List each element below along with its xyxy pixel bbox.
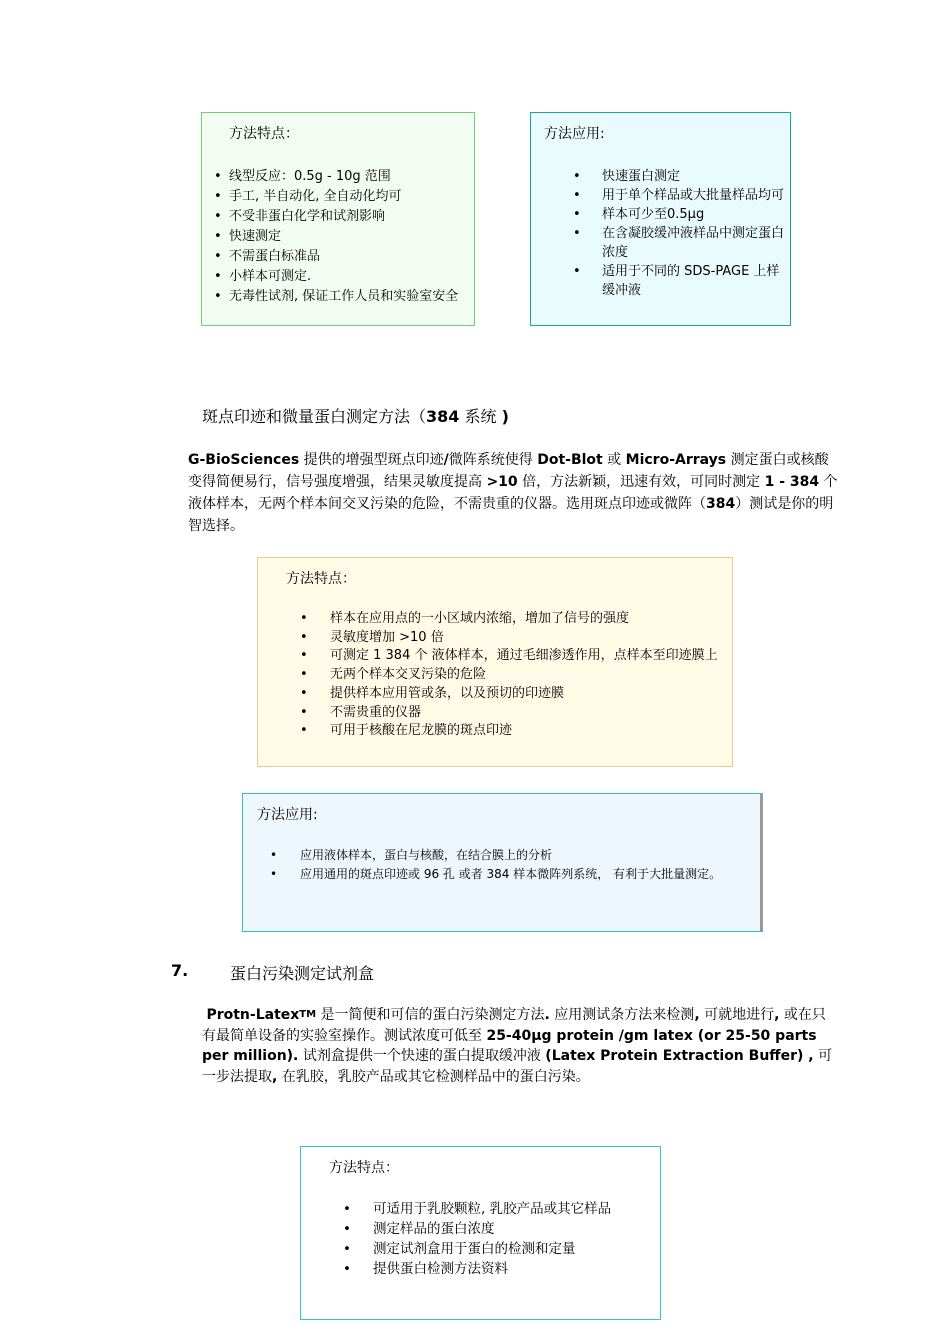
trademark: TM [299, 1009, 317, 1020]
list-item: • 提供蛋白检测方法资料 [343, 1259, 653, 1279]
box-title: 方法特点： [329, 1160, 399, 1176]
section-title: 蛋白污染测定试剂盒 [230, 964, 375, 983]
list-item: • 快速测定 [214, 227, 462, 247]
text-run: 测定蛋白或核酸变得简便易行，信号强度增强，结果灵敏度提高 [188, 452, 829, 490]
method-applications-box-1 [530, 112, 791, 326]
list-item: • 用于单个样品或大批量样品均可 [573, 186, 785, 205]
application-list [573, 167, 785, 300]
list-item: • 测定试剂盒用于蛋白的检测和定量 [343, 1239, 653, 1259]
list-item: • 应用液体样本，蛋白与核酸，在结合膜上的分析 [270, 846, 755, 865]
list-item: • 可适用于乳胶颗粒, 乳胶产品或其它样品 [343, 1199, 653, 1219]
list-item: • 在含凝胶缓冲液样品中测定蛋白浓度 [573, 224, 785, 262]
list-item: • 快速蛋白测定 [573, 167, 785, 186]
text-run: 在乳胶，乳胶产品或其它检测样品中的蛋白污染。 [277, 1068, 590, 1085]
text-run: / [443, 452, 449, 468]
list-item: • 不需贵重的仪器 [300, 704, 730, 723]
section-heading-dot-blot [202, 404, 509, 427]
method-features-box-3 [300, 1146, 661, 1320]
list-item: • 手工, 半自动化, 全自动化均可 [214, 187, 462, 207]
list-item: • 线型反应：0.5g - 10g 范围 [214, 167, 462, 187]
text-run: >10 [486, 474, 518, 490]
text-run: 微阵系统使得 [448, 452, 538, 468]
dot-blot-paragraph [188, 449, 838, 537]
box-title: 方法特点： [286, 571, 356, 587]
feature-list [214, 167, 462, 307]
box-title: 方法特点： [229, 126, 299, 142]
feature-list [300, 610, 730, 741]
text-run: , [694, 1007, 700, 1023]
heading-text: 斑点印迹和微量蛋白测定方法（ [202, 407, 427, 426]
text-run: 可就地进行 [699, 1007, 775, 1023]
text-run: 或在只有最简单设备的实验室操作。测试浓度可低至 [202, 1007, 826, 1044]
feature-list [343, 1199, 653, 1279]
list-item: • 可测定 1 384 个 液体样本，通过毛细渗透作用，点样本至印迹膜上 [300, 647, 730, 666]
box-title: 方法应用: [257, 807, 318, 823]
list-item: • 应用通用的斑点印迹或 96 孔 或者 384 样本微阵列系统， 有利于大批量测定。 [270, 865, 755, 884]
latex-paragraph [202, 1005, 836, 1087]
text-run: Dot-Blot [537, 452, 603, 468]
text-run: Micro-Arrays [625, 452, 727, 468]
list-item: • 提供样本应用管或条，以及预切的印迹膜 [300, 685, 730, 704]
text-run: 是一简便和可信的蛋白污染测定方法 [316, 1007, 545, 1023]
list-item: • 测定样品的蛋白浓度 [343, 1219, 653, 1239]
method-features-box-2 [257, 557, 733, 767]
text-run: . [544, 1007, 550, 1023]
text-run: 1 - 384 [764, 474, 820, 490]
text-run: 384 [706, 496, 736, 512]
text-run: , [272, 1068, 278, 1085]
text-run: 试剂盒提供一个快速的蛋白提取缓冲液 [298, 1048, 546, 1064]
heading-tail: 系统 [459, 407, 502, 426]
method-applications-box-2 [242, 793, 763, 932]
list-item: • 可用于核酸在尼龙膜的斑点印迹 [300, 722, 730, 741]
text-run: ）测试是你的明智选择。 [188, 496, 834, 534]
list-item: • 灵敏度增加 >10 倍 [300, 629, 730, 648]
list-item: • 样本在应用点的一小区域内浓缩，增加了信号的强度 [300, 610, 730, 629]
text-run: 提供的增强型斑点印迹 [299, 452, 444, 468]
application-list [270, 846, 755, 884]
text-run: 个液体样本，无两个样本间交叉污染的危险，不需贵重的仪器。选用斑点印迹或微阵（ [188, 474, 838, 512]
text-run: 可一步法提取 [202, 1048, 833, 1085]
list-item: • 适用于不同的 SDS-PAGE 上样缓冲液 [573, 262, 785, 300]
text-run: , [774, 1007, 780, 1023]
text-run: 25-40µg protein /gm latex (or 25-50 parts per million). [202, 1027, 817, 1064]
list-item: • 无两个样本交叉污染的危险 [300, 666, 730, 685]
box-title: 方法应用: [544, 126, 605, 142]
text-run: 应用测试条方法来检测 [549, 1007, 695, 1023]
heading-number: 384 [426, 407, 460, 426]
method-features-box-1 [201, 112, 475, 326]
heading-close: ) [501, 407, 509, 426]
product-name: Protn-Latex [206, 1007, 300, 1023]
list-item: • 不受非蛋白化学和试剂影响 [214, 207, 462, 227]
list-item: • 小样本可测定. [214, 267, 462, 287]
list-item: • 不需蛋白标准品 [214, 247, 462, 267]
text-run: 或 [602, 452, 626, 468]
company-name: G-BioSciences [188, 452, 300, 468]
text-run: 倍，方法新颖，迅速有效，可同时测定 [517, 474, 765, 490]
text-run: (Latex Protein Extraction Buffer) , [545, 1048, 814, 1064]
list-item: • 无毒性试剂, 保证工作人员和实验室安全 [214, 287, 462, 307]
list-item: • 样本可少至0.5μg [573, 205, 785, 224]
section-number: 7. [171, 961, 189, 980]
